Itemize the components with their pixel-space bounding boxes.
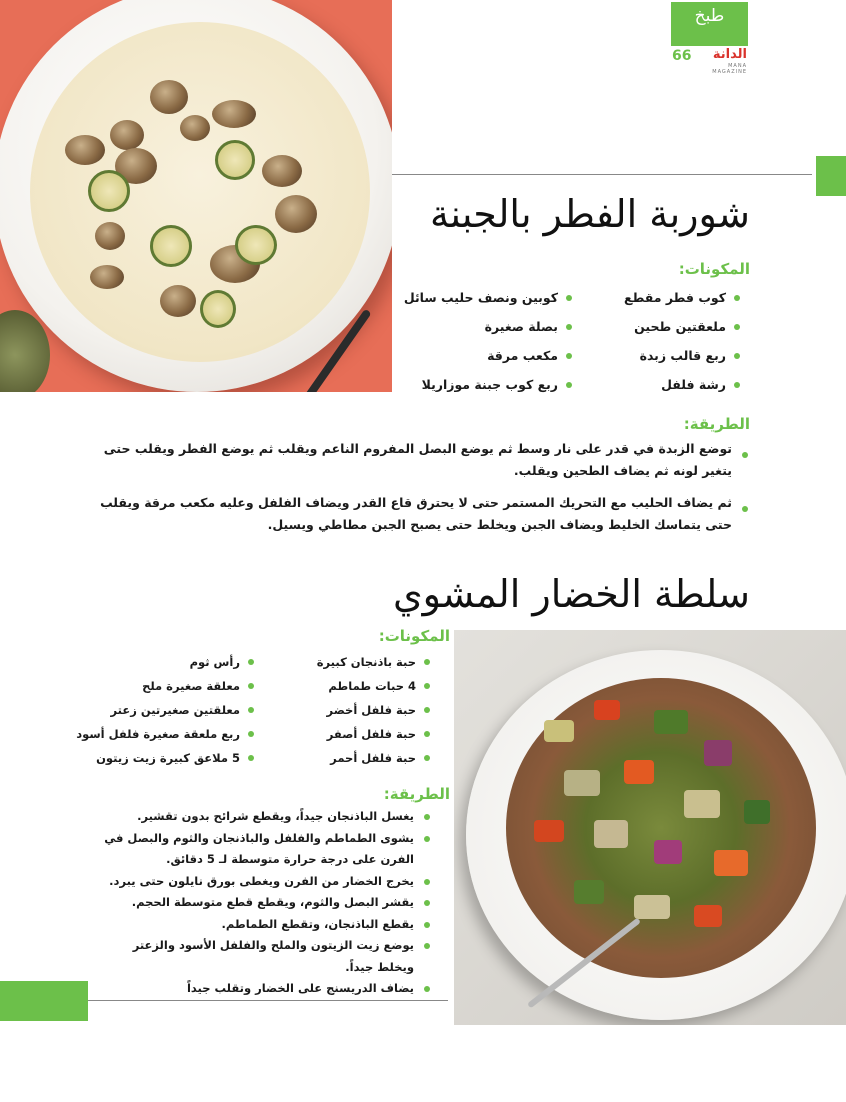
divider-line xyxy=(88,1000,448,1001)
grilled-vegetable-salad-photo xyxy=(454,630,846,1025)
recipe1-ingredients-col1 xyxy=(624,283,742,399)
ingredient-item: ربع كوب جبنة موزاريلا xyxy=(404,370,574,399)
method-step: يوضع زيت الزيتون والملح والفلفل الأسود والزعتر ويخلط جيداً. xyxy=(102,935,432,978)
ingredient-item: كوب فطر مقطع xyxy=(624,283,742,312)
recipe2-method-label: الطريقة: xyxy=(383,785,450,803)
ingredient-item: بصلة صغيرة xyxy=(404,312,574,341)
ingredient-item: كوبين ونصف حليب سائل xyxy=(404,283,574,312)
recipe2-title: سلطة الخضار المشوي xyxy=(392,572,750,616)
ingredient-item: 4 حبات طماطم xyxy=(317,674,432,698)
method-step: توضع الزبدة في قدر على نار وسط ثم يوضع البصل المفروم الناعم ويقلب ثم يوضع الفطر ويقلب حتى يتغير لونه ثم يضاف الطحين ويقلب. xyxy=(100,438,750,482)
method-step: يشوى الطماطم والفلفل والباذنجان والثوم والبصل في الفرن على درجة حرارة متوسطة لـ 5 دقائق. xyxy=(102,828,432,871)
method-step: يخرج الخضار من الفرن ويغطى بورق نايلون حتى يبرد. xyxy=(102,871,432,893)
recipe2-method-list xyxy=(102,806,432,1000)
divider-line xyxy=(392,174,812,175)
recipe1-ingredients-label: المكونات: xyxy=(678,260,750,278)
ingredient-item: رأس ثوم xyxy=(76,650,256,674)
ingredient-item: رشة فلفل xyxy=(624,370,742,399)
ingredient-item: معلقتين صغيرتين زعتر xyxy=(76,698,256,722)
method-step: يقطع الباذنجان، وتقطع الطماطم. xyxy=(102,914,432,936)
section-title: طبخ xyxy=(694,6,725,26)
recipe2-ingredients-col2 xyxy=(76,650,256,770)
ingredient-item: حبة فلفل أصفر xyxy=(317,722,432,746)
recipe1-method-list xyxy=(100,438,750,546)
recipe1-ingredients-col2 xyxy=(404,283,574,399)
ingredient-item: معلقة صغيرة ملح xyxy=(76,674,256,698)
method-step: يغسل الباذنجان جيداً، ويقطع شرائح بدون تقشير. xyxy=(102,806,432,828)
recipe2-ingredients-col1 xyxy=(317,650,432,770)
method-step: يضاف الدريسنج على الخضار وتقلب جيداً xyxy=(102,978,432,1000)
recipe1-method-label: الطريقة: xyxy=(683,415,750,433)
ingredient-item: حبة باذنجان كبيرة xyxy=(317,650,432,674)
ingredient-item: ملعقتين طحين xyxy=(624,312,742,341)
method-step: ثم يضاف الحليب مع التحريك المستمر حتى لا يحترق قاع القدر ويضاف الفلفل وعليه مكعب مرقة ويقلب حتى يتماسك الخليط ويضاف الجبن ويخلط حتى يصبح الجبن مطاطي ويسيل. xyxy=(100,492,750,536)
ingredient-item: ربع قالب زبدة xyxy=(624,341,742,370)
recipe2-ingredients-label: المكونات: xyxy=(378,627,450,645)
ingredient-item: ربع ملعقة صغيرة فلفل أسود xyxy=(76,722,256,746)
ingredient-item: حبة فلفل أحمر xyxy=(317,746,432,770)
ingredient-item: حبة فلفل أخضر xyxy=(317,698,432,722)
recipe1-title: شوربة الفطر بالجبنة xyxy=(430,192,750,236)
ingredient-item: مكعب مرقة xyxy=(404,341,574,370)
mushroom-soup-photo xyxy=(0,0,392,392)
magazine-logo-subtitle: MANA MAGAZINE xyxy=(712,63,747,75)
magazine-logo: الدانة xyxy=(697,47,747,64)
green-accent-block xyxy=(0,981,88,1021)
page-number: 66 xyxy=(672,48,692,64)
green-accent-block xyxy=(816,156,846,196)
method-step: يقشر البصل والثوم، ويقطع قطع متوسطة الحجم. xyxy=(102,892,432,914)
ingredient-item: 5 ملاعق كبيرة زيت زيتون xyxy=(76,746,256,770)
